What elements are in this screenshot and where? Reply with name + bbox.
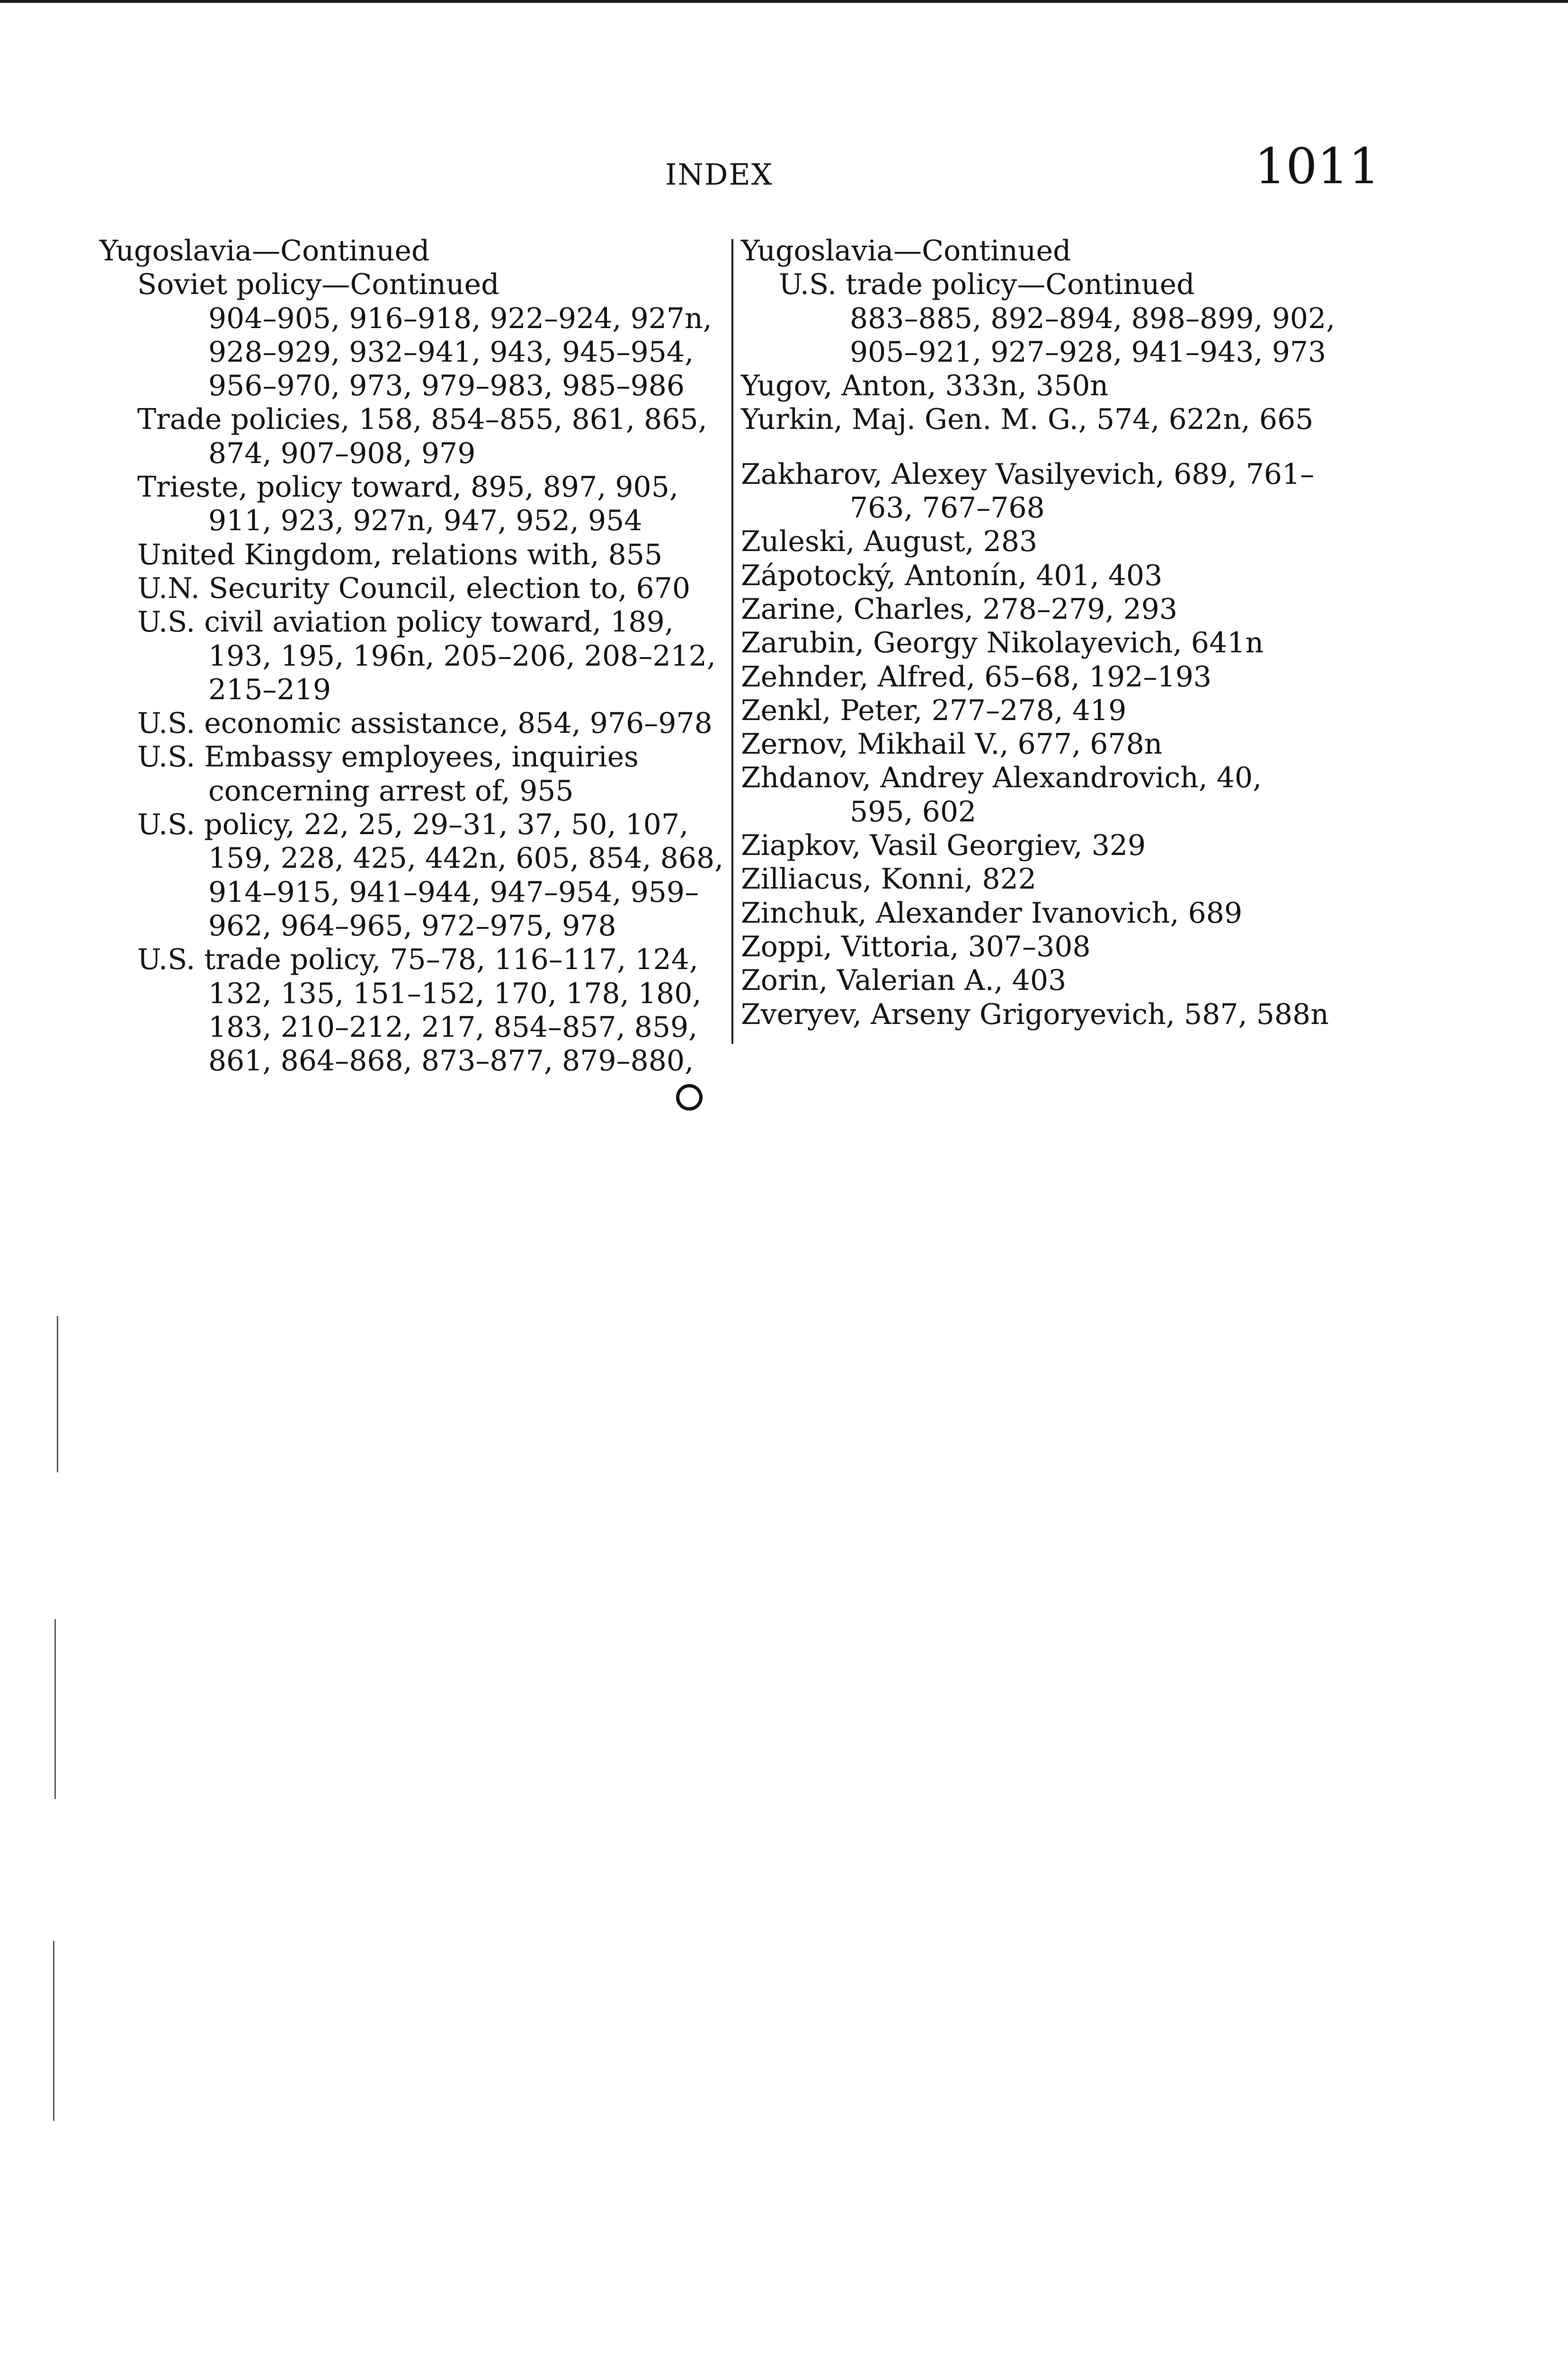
index-subentry: 215–219 — [208, 673, 331, 706]
scan-edge-line — [0, 0, 1568, 3]
scan-artifact-mark — [53, 1941, 54, 2121]
index-entry: Zenkl, Peter, 277–278, 419 — [741, 694, 1127, 727]
index-subentry: 861, 864–868, 873–877, 879–880, — [208, 1044, 694, 1078]
index-subentry: 132, 135, 151–152, 170, 178, 180, — [208, 977, 702, 1010]
index-subentry: 159, 228, 425, 442n, 605, 854, 868, — [208, 842, 724, 875]
index-subentry: 904–905, 916–918, 922–924, 927n, — [208, 302, 712, 335]
index-column-left — [99, 234, 724, 1078]
index-entry: Zápotocký, Antonín, 401, 403 — [741, 559, 1163, 592]
index-entry: Yurkin, Maj. Gen. M. G., 574, 622n, 665 — [741, 403, 1314, 436]
index-subentry: Soviet policy—Continued — [137, 268, 499, 302]
index-subentry: U.S. economic assistance, 854, 976–978 — [137, 707, 713, 740]
index-subentry: Trieste, policy toward, 895, 897, 905, — [137, 471, 678, 504]
index-subentry: U.S. trade policy, 75–78, 116–117, 124, — [137, 943, 698, 977]
index-subentry: U.N. Security Council, election to, 670 — [137, 571, 691, 605]
index-subentry: 874, 907–908, 979 — [208, 436, 476, 470]
index-subentry: 928–929, 932–941, 943, 945–954, — [208, 335, 694, 369]
index-subentry: 914–915, 941–944, 947–954, 959– — [208, 875, 699, 909]
index-entry: Zakharov, Alexey Vasilyevich, 689, 761– — [741, 457, 1315, 491]
index-subentry: 962, 964–965, 972–975, 978 — [208, 909, 616, 943]
index-subentry: 956–970, 973, 979–983, 985–986 — [208, 369, 685, 403]
index-subentry: 905–921, 927–928, 941–943, 973 — [850, 335, 1327, 369]
column-divider — [731, 239, 733, 1044]
index-entry: Zoppi, Vittoria, 307–308 — [741, 930, 1091, 963]
index-subentry: 193, 195, 196n, 205–206, 208–212, — [208, 639, 716, 673]
entry-gap — [741, 437, 1366, 458]
index-entry: Zorin, Valerian A., 403 — [741, 964, 1067, 997]
index-subentry: concerning arrest of, 955 — [208, 774, 574, 808]
scan-artifact-mark — [54, 1619, 56, 1799]
index-subentry: 911, 923, 927n, 947, 952, 954 — [208, 504, 642, 538]
index-subentry: U.S. Embassy employees, inquiries — [137, 740, 639, 774]
index-entry: Zehnder, Alfred, 65–68, 192–193 — [741, 660, 1212, 694]
index-subentry: U.S. trade policy—Continued — [779, 268, 1195, 302]
index-entry: Zilliacus, Konni, 822 — [741, 863, 1036, 896]
page-title: INDEX — [665, 157, 773, 192]
index-subentry: 763, 767–768 — [850, 491, 1045, 525]
page-number: 1011 — [1255, 137, 1380, 195]
index-entry: Yugoslavia—Continued — [741, 234, 1071, 267]
index-entry: Zveryev, Arseny Grigoryevich, 587, 588n — [741, 997, 1329, 1031]
index-entry: Zarubin, Georgy Nikolayevich, 641n — [741, 626, 1264, 660]
index-entry: Zhdanov, Andrey Alexandrovich, 40, — [741, 761, 1262, 795]
index-subentry: 883–885, 892–894, 898–899, 902, — [850, 302, 1336, 335]
index-subentry: U.S. civil aviation policy toward, 189, — [137, 605, 674, 639]
index-entry: Zuleski, August, 283 — [741, 525, 1038, 559]
index-entry: Yugoslavia—Continued — [99, 234, 430, 267]
scan-artifact-mark — [57, 1316, 58, 1472]
index-subentry: U.S. policy, 22, 25, 29–31, 37, 50, 107, — [137, 808, 689, 842]
index-subentry: Trade policies, 158, 854–855, 861, 865, — [137, 403, 707, 436]
circle-end-mark-icon — [676, 1084, 703, 1111]
index-entry: Zinchuk, Alexander Ivanovich, 689 — [741, 896, 1242, 930]
index-entry: Ziapkov, Vasil Georgiev, 329 — [741, 829, 1146, 863]
index-entry: Yugov, Anton, 333n, 350n — [741, 369, 1108, 403]
index-column-right — [741, 234, 1366, 1032]
index-entry: Zarine, Charles, 278–279, 293 — [741, 592, 1177, 626]
index-subentry: United Kingdom, relations with, 855 — [137, 538, 663, 571]
index-entry: Zernov, Mikhail V., 677, 678n — [741, 728, 1163, 761]
index-subentry: 183, 210–212, 217, 854–857, 859, — [208, 1010, 698, 1044]
index-subentry: 595, 602 — [850, 795, 977, 828]
